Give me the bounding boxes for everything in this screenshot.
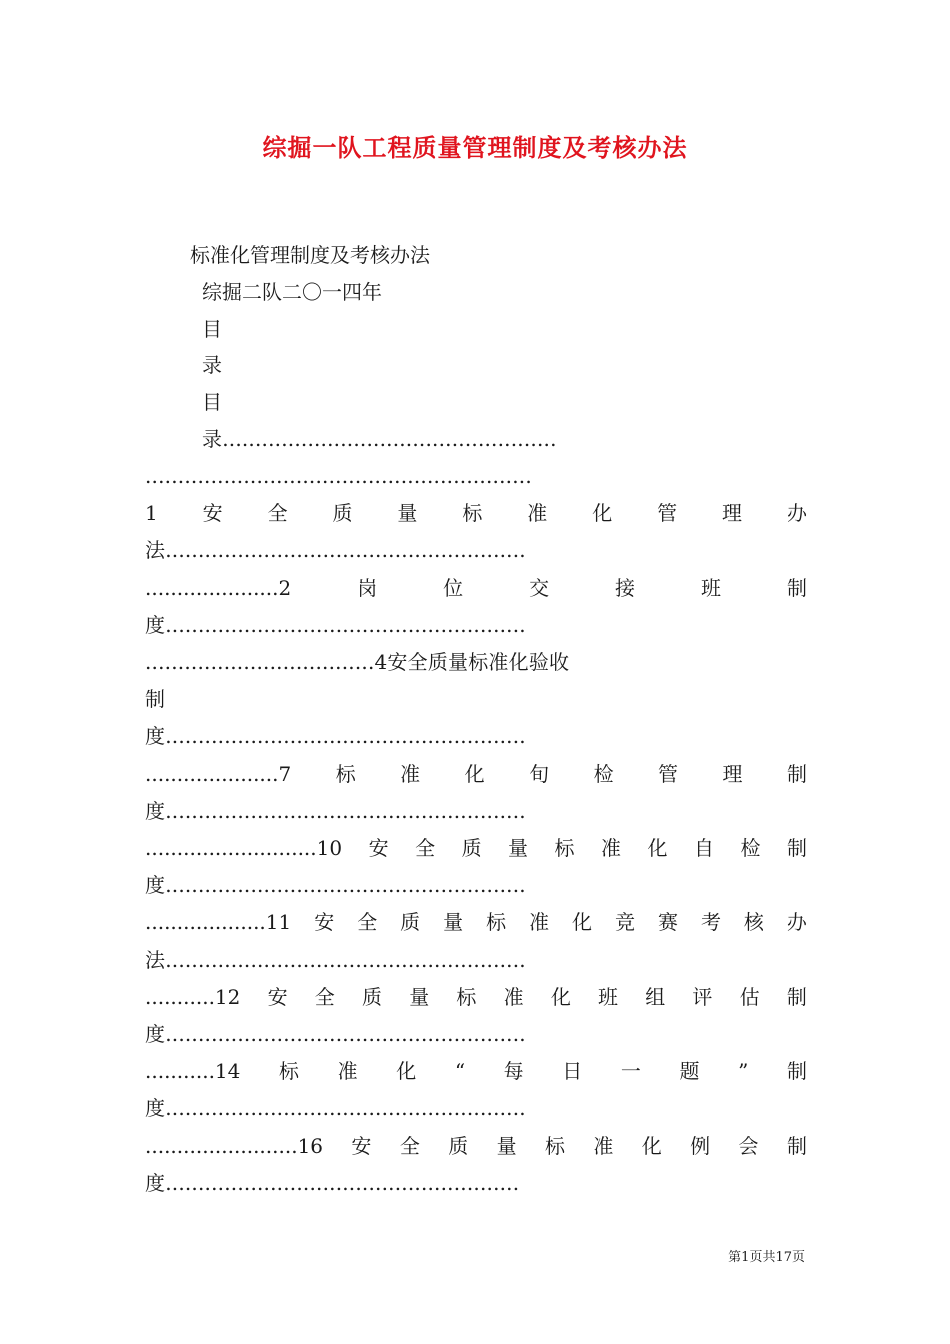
toc-line: ........................................................... (145, 464, 532, 488)
toc-line: .....................7 标 准 化 旬 检 管 理 制 (145, 762, 807, 786)
toc-line: 法....................................................... (145, 948, 526, 972)
toc-heading-char-4: 录................................................... (202, 427, 557, 451)
toc-line: 度...................................................... (145, 1171, 520, 1195)
toc-line: 度....................................................... (145, 1096, 526, 1120)
toc-heading-char-3: 目 (202, 390, 222, 414)
toc-line: .....................2 岗 位 交 接 班 制 (145, 576, 807, 600)
toc-line: 度....................................................... (145, 799, 526, 823)
toc-heading-char-1: 目 (202, 317, 222, 341)
org-year: 综掘二队二〇一四年 (202, 280, 382, 304)
toc-line: ........................16 安 全 质 量 标 准 化 例 会 制 (145, 1134, 807, 1158)
toc-line: 1 安 全 质 量 标 准 化 管 理 办 (145, 501, 807, 525)
page-footer: 第1页共17页 (728, 1250, 805, 1265)
toc-heading-char-2: 录 (202, 353, 222, 377)
toc-line: 度....................................................... (145, 724, 526, 748)
toc-line: 度....................................................... (145, 613, 526, 637)
toc-line: ...........................10 安 全 质 量 标 准 化 自 检 制 (145, 836, 807, 860)
toc-line: ...................................4安全质量标准化验收 (145, 650, 570, 674)
toc-line: 度....................................................... (145, 1022, 526, 1046)
toc-line: ...................11 安 全 质 量 标 准 化 竞 赛 考 核 办 (145, 910, 807, 934)
toc-line: 度....................................................... (145, 873, 526, 897)
toc-line: ...........14 标 准 化 “ 每 日 一 题 ” 制 (145, 1059, 807, 1083)
toc-line: 制 (145, 687, 166, 711)
subtitle: 标准化管理制度及考核办法 (190, 243, 430, 267)
toc-line: 法....................................................... (145, 538, 526, 562)
page-title: 综掘一队工程质量管理制度及考核办法 (262, 133, 688, 162)
toc-line: ...........12 安 全 质 量 标 准 化 班 组 评 估 制 (145, 985, 807, 1009)
